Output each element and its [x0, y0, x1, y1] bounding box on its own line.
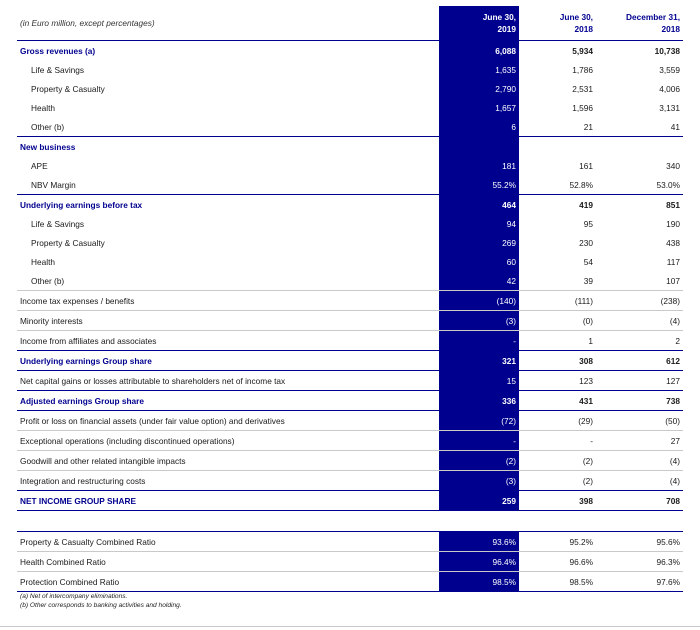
table-row: Income from affiliates and associates - 1 2 [17, 331, 683, 351]
table-row: Property & Casualty 2,790 2,531 4,006 [17, 79, 683, 98]
caption: (in Euro million, except percentages) [20, 18, 155, 28]
table-row: Underlying earnings Group share 321 308 612 [17, 351, 683, 371]
ratio-row: Protection Combined Ratio 98.5% 98.5% 97.6% [17, 572, 683, 592]
ratio-row: Property & Casualty Combined Ratio 93.6% 95.2% 95.6% [17, 532, 683, 552]
table-row: Minority interests (3) (0) (4) [17, 311, 683, 331]
divider [0, 626, 700, 627]
column-header-dec-2018: December 31, 2018 [626, 12, 680, 34]
table-row: Health 60 54 117 [17, 252, 683, 271]
footnotes [20, 592, 182, 610]
table-row: Other (b) 42 39 107 [17, 271, 683, 291]
table-row: Exceptional operations (including discontinued operations) - - 27 [17, 431, 683, 451]
ratio-row: Health Combined Ratio 96.4% 96.6% 96.3% [17, 552, 683, 572]
financial-table [17, 6, 683, 592]
table-row: Property & Casualty 269 230 438 [17, 233, 683, 252]
table-row: NBV Margin 55.2% 52.8% 53.0% [17, 175, 683, 195]
spacer-row [17, 511, 683, 532]
table-row: NET INCOME GROUP SHARE 259 398 708 [17, 491, 683, 511]
table-row: APE 181 161 340 [17, 156, 683, 175]
table-row: Health 1,657 1,596 3,131 [17, 98, 683, 117]
table-row: Profit or loss on financial assets (under fair value option) and derivatives (72) (29) (50) [17, 411, 683, 431]
table-row: Adjusted earnings Group share 336 431 738 [17, 391, 683, 411]
table-row: Gross revenues (a) 6,088 5,934 10,738 [17, 41, 683, 61]
header-row [17, 6, 683, 41]
table-row: Underlying earnings before tax 464 419 851 [17, 195, 683, 215]
table-row: Integration and restructuring costs (3) (2) (4) [17, 471, 683, 491]
table-row: New business [17, 137, 683, 157]
footnote-b: (b) Other corresponds to banking activities and holding. [20, 602, 182, 609]
table-row: Income tax expenses / benefits (140) (111) (238) [17, 291, 683, 311]
table-row: Life & Savings 1,635 1,786 3,559 [17, 60, 683, 79]
table-row: Life & Savings 94 95 190 [17, 214, 683, 233]
table-row: Other (b) 6 21 41 [17, 117, 683, 137]
footnote-a: (a) Net of intercompany eliminations. [20, 593, 128, 600]
column-header-june-2019: June 30, 2019 [439, 6, 519, 41]
table-row: Net capital gains or losses attributable to shareholders net of income tax 15 123 127 [17, 371, 683, 391]
table-row: Goodwill and other related intangible impacts (2) (2) (4) [17, 451, 683, 471]
column-header-june-2018: June 30, 2018 [559, 12, 593, 34]
